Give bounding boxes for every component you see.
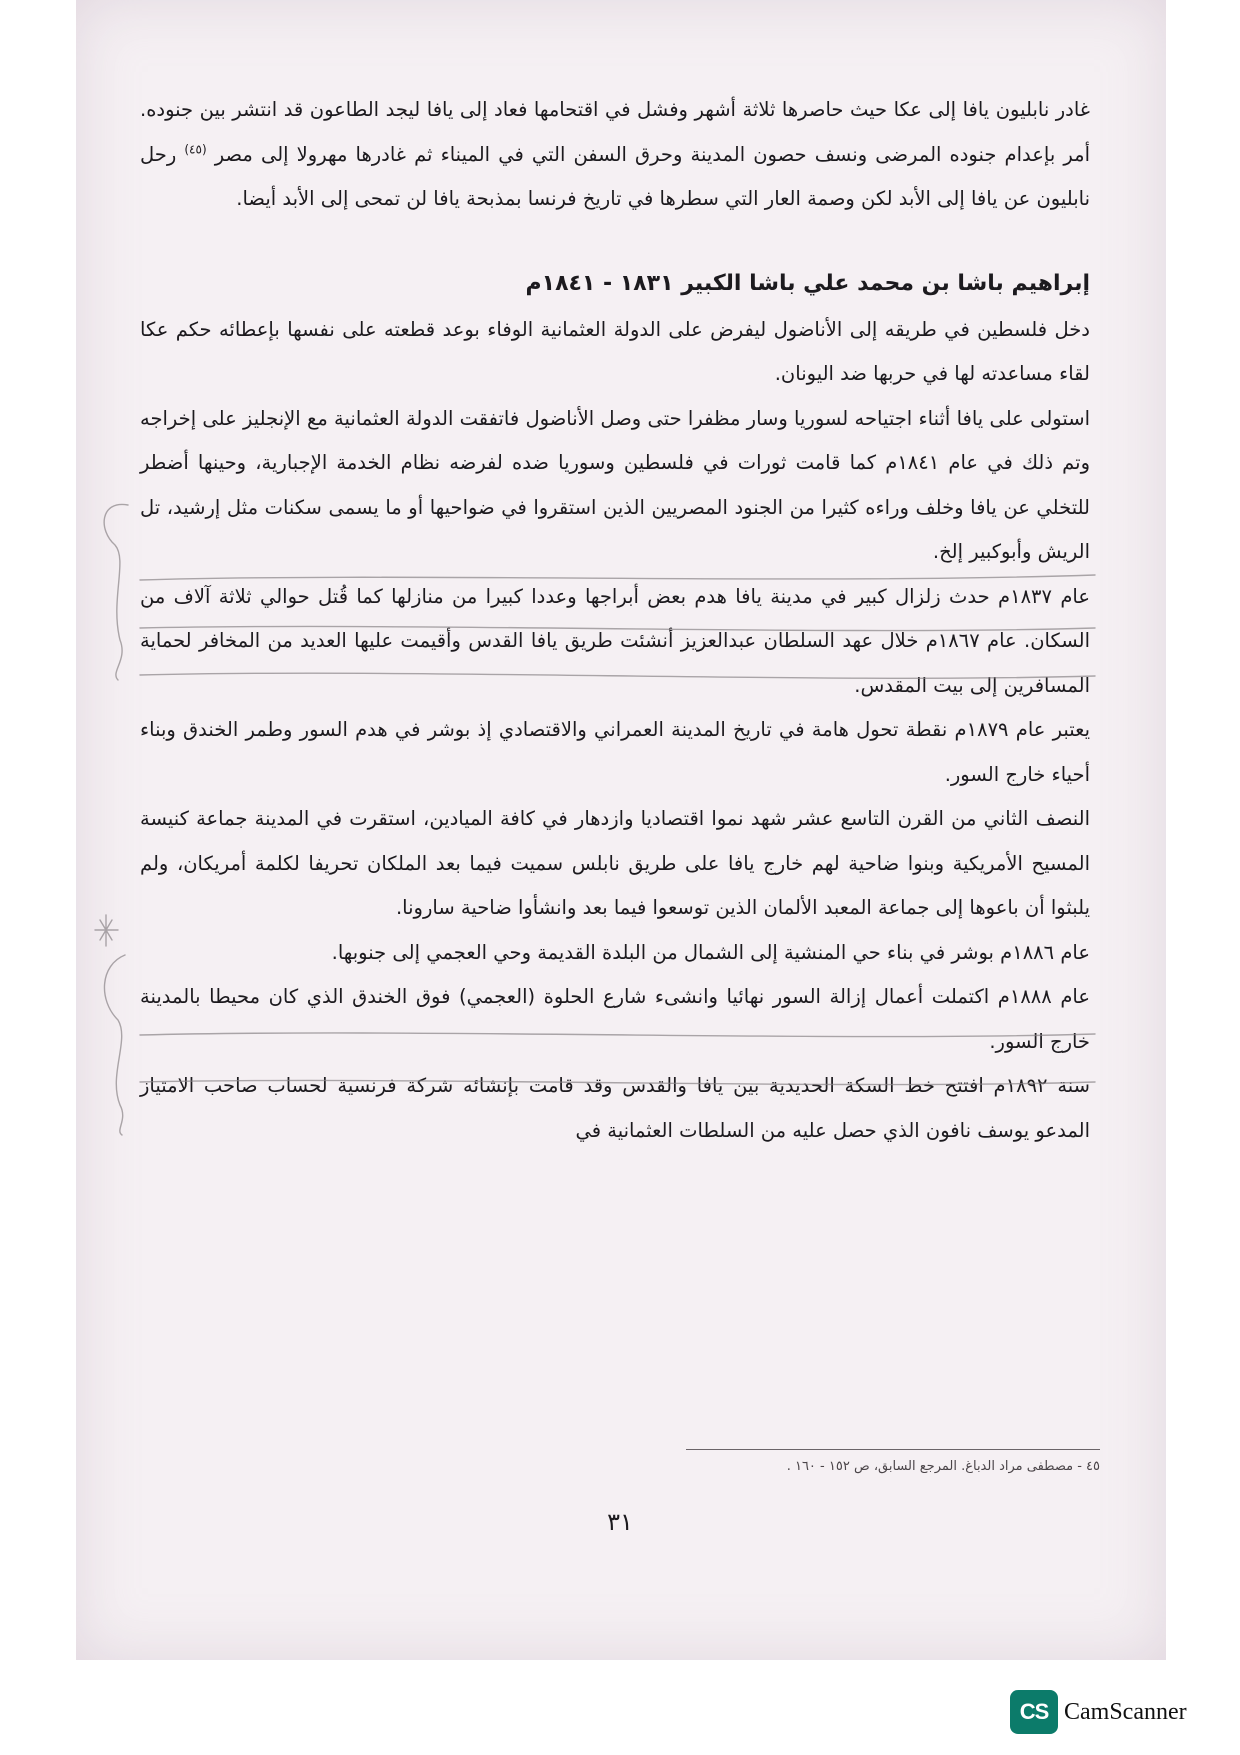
paragraph-1879: يعتبر عام ١٨٧٩م نقطة تحول هامة في تاريخ المدينة العمراني والاقتصادي إذ بوشر في هدم السور وطمر الخندق وبناء أحياء خارج السور.: [140, 718, 1090, 786]
camscanner-badge-text: CS: [1019, 1699, 1049, 1724]
paragraph-1888: عام ١٨٨٨م اكتملت أعمال إزالة السور نهائيا وانشىء شارع الحلوة (العجمي) فوق الخندق الذي كان محيطا بالمدينة خارج السور.: [140, 985, 1090, 1053]
page-number: ٣١: [607, 1508, 633, 1536]
paragraph-napoleon: [140, 88, 1090, 222]
page-body: [140, 88, 1090, 1153]
paragraph-ibrahim-entry: دخل فلسطين في طريقه إلى الأناضول ليفرض على الدولة العثمانية الوفاء بوعد قطعته على نفسها بإعطائه حكم عكا لقاء مساعدته لها في حربها ضد اليونان.: [140, 317, 1090, 385]
paragraph-1886: عام ١٨٨٦م بوشر في بناء حي المنشية إلى الشمال من البلدة القديمة وحي العجمي إلى جنوبها.: [331, 940, 1090, 964]
paragraph-napoleon-text: غادر نابليون يافا إلى عكا حيث حاصرها ثلاثة أشهر وفشل في اقتحامها فعاد إلى يافا ليجد الطاعون قد انتشر بين جنوده. أمر بإعدام جنوده المرضى ونسف حصون المدينة وحرق السفن التي في الميناء ثم غادرها مهرولا إلى مصر: [140, 98, 1091, 166]
footnote-divider: [686, 1449, 1100, 1450]
paragraph-1892: سنة ١٨٩٢م افتتح خط السكة الحديدية بين يافا والقدس وقد قامت بإنشائه شركة فرنسية لحساب صاحب الامتياز المدعو يوسف نافون الذي حصل عليه من السلطات العثمانية في: [140, 1074, 1090, 1142]
section-heading: إبراهيم باشا بن محمد علي باشا الكبير ١٨٣١ - ١٨٤١م: [525, 270, 1090, 296]
paragraph-earthquake: عام ١٨٣٧م حدث زلزال كبير في مدينة يافا هدم بعض أبراجها وعددا كبيرا من منازلها كما قُتل حوالي ثلاثة آلاف من السكان. عام ١٨٦٧م خلال عهد السلطان عبدالعزيز أنشئت طريق يافا القدس وأقيمت عليها العديد من المخافر لحماية المسافرين إلى بيت المقدس.: [140, 584, 1091, 697]
paragraph-ibrahim-jaffa: استولى على يافا أثناء اجتياحه لسوريا وسار مظفرا حتى وصل الأناضول فاتفقت الدولة العثمانية مع الإنجليز على إخراجه وتم ذلك في عام ١٨٤١م كما قامت ثورات في فلسطين وسوريا ضده لفرضه نظام الخدمة الإجبارية، وحينها أضطر للتخلي عن يافا وخلف وراءه كثيرا من الجنود المصريين الذين استقروا في ضواحيها أو ما يسمى سكنات مثل إرشيد، تل الريش وأبوكبير إلخ.: [140, 406, 1090, 563]
camscanner-name: CamScanner: [1064, 1698, 1187, 1725]
footnote-reference: (٤٥): [184, 142, 207, 156]
camscanner-badge-icon: [1010, 1690, 1058, 1734]
camscanner-watermark: [1010, 1690, 1187, 1734]
footnote: ٤٥ - مصطفى مراد الدباغ. المرجع السابق، ص ١٥٢ - ١٦٠ .: [786, 1459, 1100, 1474]
paragraph-19th-century: النصف الثاني من القرن التاسع عشر شهد نموا اقتصاديا وازدهار في كافة الميادين، استقرت في المدينة جماعة كنيسة المسيح الأمريكية وبنوا ضاحية لهم خارج يافا على طريق نابلس سميت فيما بعد الملكان تحريفا لكلمة أمريكان، ولم يلبثوا أن باعوها إلى جماعة المعبد الألمان الذين توسعوا فيما بعد وانشأوا ضاحية سارونا.: [140, 807, 1090, 919]
paragraph-napoleon-continued: رحل نابليون عن يافا إلى الأبد لكن وصمة العار التي سطرها في تاريخ فرنسا بمذبحة يافا لن تمحى إلى الأبد أيضا.: [140, 142, 1090, 210]
